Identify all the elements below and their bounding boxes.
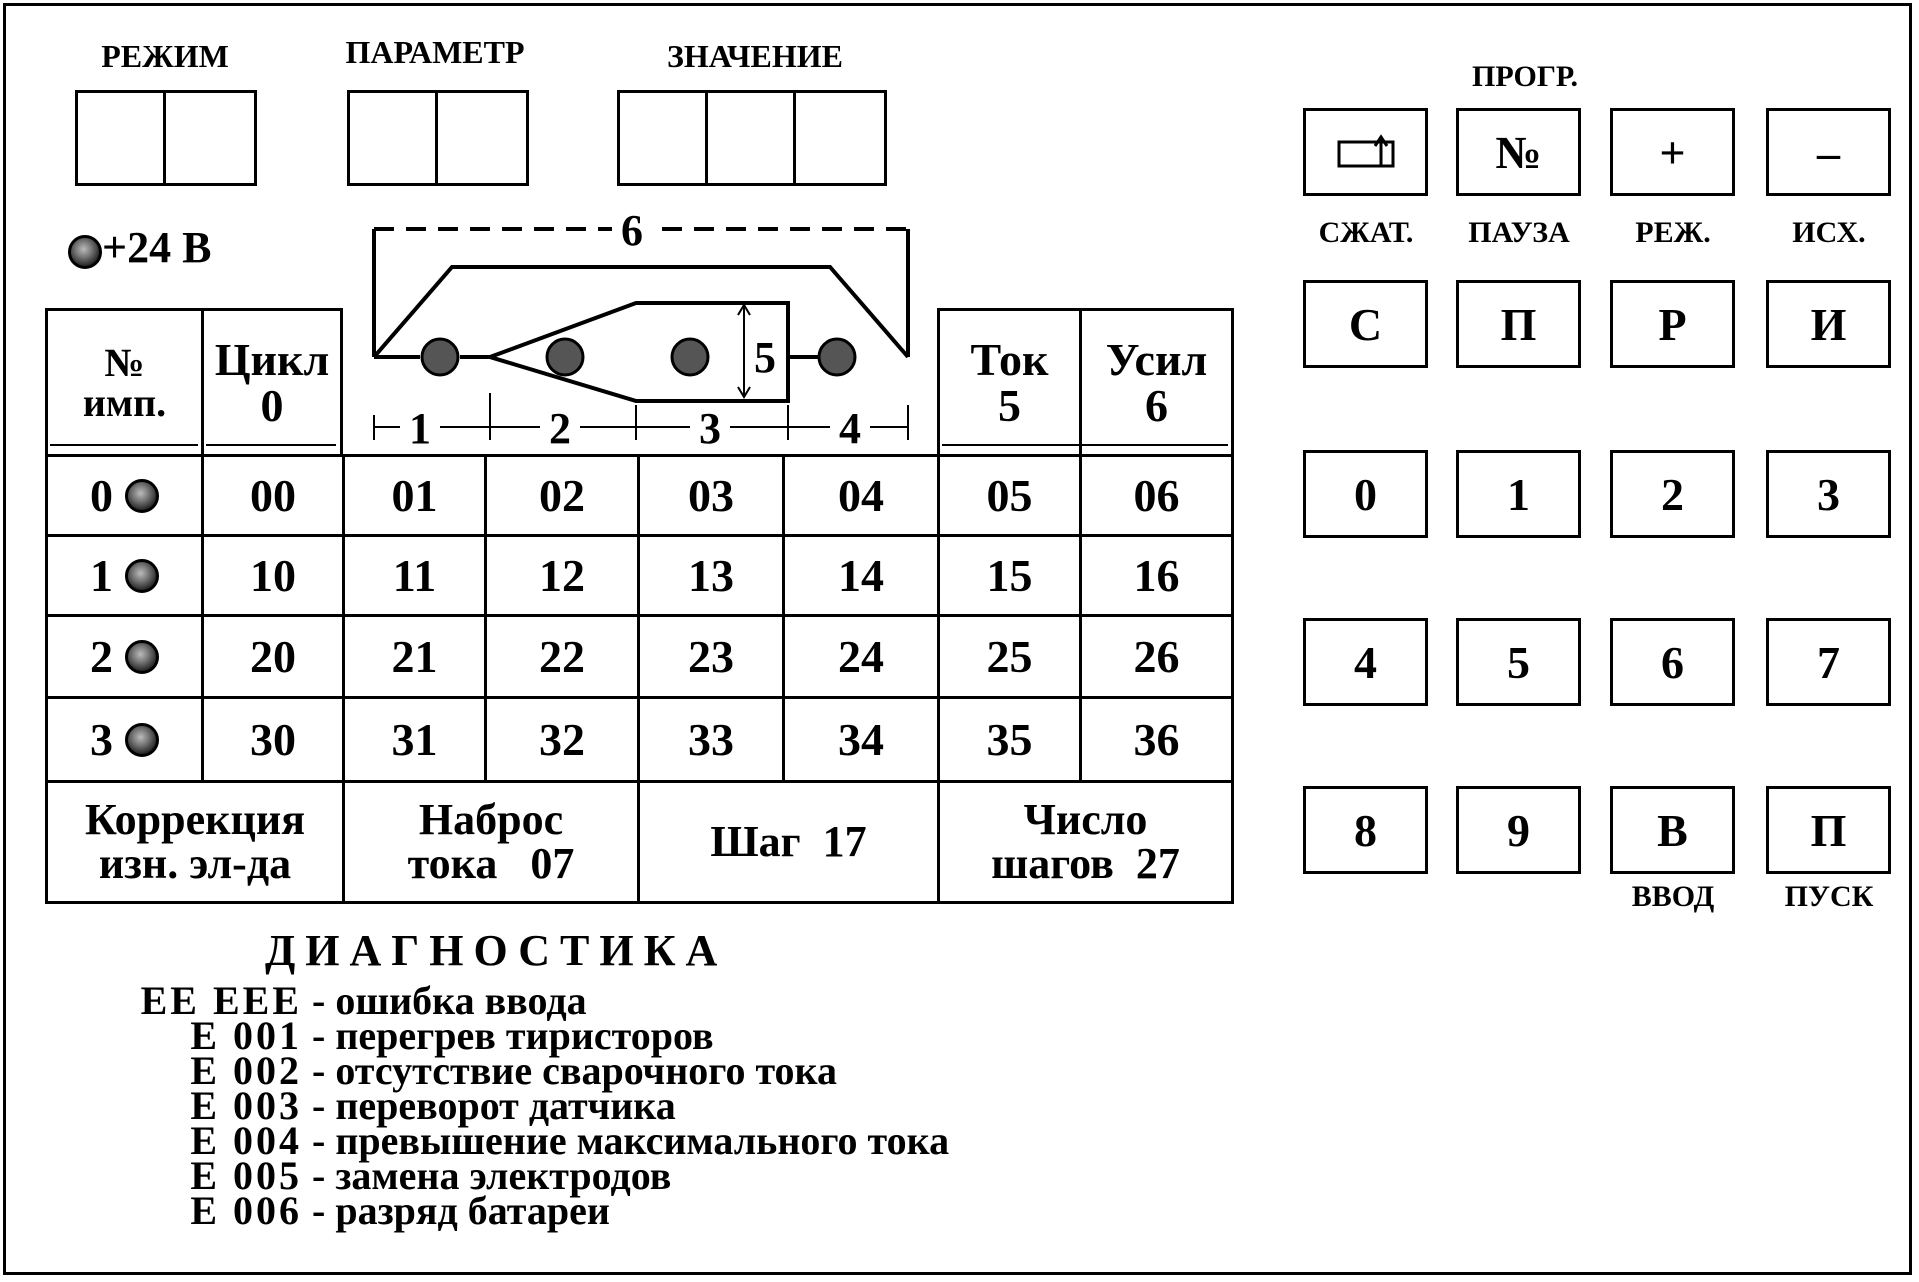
digit-8-button[interactable]: 8 bbox=[1303, 786, 1428, 874]
digit-9-button[interactable]: 9 bbox=[1456, 786, 1581, 874]
compress-button[interactable] bbox=[1303, 108, 1428, 196]
cycle-label: Цикл bbox=[214, 333, 330, 385]
current-label: Ток bbox=[970, 333, 1049, 385]
imp-led-icon bbox=[125, 723, 159, 757]
diagram-label-3: 3 bbox=[699, 404, 721, 453]
start-button[interactable]: П bbox=[1766, 786, 1891, 874]
imp-row-number: 3 bbox=[90, 713, 113, 765]
diagnostic-text: - замена электродов bbox=[302, 1153, 672, 1198]
diagram-label-1: 1 bbox=[409, 404, 431, 453]
diagnostics-list bbox=[82, 978, 950, 1233]
value-display bbox=[617, 90, 887, 186]
param-cell-25: 25 bbox=[937, 614, 1082, 699]
correction-label: Коррекция bbox=[84, 795, 306, 844]
key-r-button[interactable]: Р bbox=[1610, 280, 1735, 368]
digit-3-button[interactable]: 3 bbox=[1766, 450, 1891, 538]
steps-count-cell bbox=[937, 780, 1234, 904]
digit-4-button[interactable]: 4 bbox=[1303, 618, 1428, 706]
led-1-icon bbox=[422, 339, 458, 375]
imp-row-0-label bbox=[45, 454, 204, 537]
mode-display bbox=[75, 90, 257, 186]
imp-row-number: 2 bbox=[90, 630, 113, 682]
param-cell-22: 22 bbox=[484, 614, 640, 699]
param-cell-12: 12 bbox=[484, 534, 640, 617]
imp-row-number: 0 bbox=[90, 469, 113, 521]
param-cell-30: 30 bbox=[201, 696, 345, 783]
diagram-label-5: 5 bbox=[754, 333, 776, 382]
digit-7-button[interactable]: 7 bbox=[1766, 618, 1891, 706]
diagnostic-code: EE EEE bbox=[140, 978, 302, 1023]
home-button[interactable]: – bbox=[1766, 108, 1891, 196]
param-cell-23: 23 bbox=[637, 614, 785, 699]
box-arrow-icon bbox=[1336, 134, 1396, 170]
pause-label: ПАУЗА bbox=[1468, 216, 1570, 249]
pause-button[interactable]: № bbox=[1456, 108, 1581, 196]
mode-label: РЕЖ. bbox=[1635, 216, 1711, 249]
digit-5-button[interactable]: 5 bbox=[1456, 618, 1581, 706]
diagnostics-title: ДИАГНОСТИКА bbox=[265, 926, 728, 975]
led-2-icon bbox=[547, 339, 583, 375]
imp-row-3-label bbox=[45, 696, 204, 783]
param-cell-10: 10 bbox=[201, 534, 345, 617]
enter-label: ВВОД bbox=[1631, 880, 1715, 913]
param-cell-05: 05 bbox=[937, 454, 1082, 537]
mode-button[interactable]: + bbox=[1610, 108, 1735, 196]
start-label: ПУСК bbox=[1784, 880, 1874, 913]
key-i-button[interactable]: И bbox=[1766, 280, 1891, 368]
led-3-icon bbox=[672, 339, 708, 375]
surge-sublabel: тока 07 bbox=[407, 839, 575, 888]
home-label: ИСХ. bbox=[1792, 216, 1866, 249]
diagram-label-2: 2 bbox=[549, 404, 571, 453]
weld-cycle-diagram bbox=[360, 215, 920, 460]
diagram-label-4: 4 bbox=[839, 404, 861, 453]
key-p-button[interactable]: П bbox=[1456, 280, 1581, 368]
steps-count-sublabel: шагов 27 bbox=[991, 839, 1180, 888]
param-cell-32: 32 bbox=[484, 696, 640, 783]
param-cell-15: 15 bbox=[937, 534, 1082, 617]
compress-label: СЖАТ. bbox=[1318, 216, 1414, 249]
cycle-number: 0 bbox=[260, 379, 284, 431]
diagnostic-item bbox=[82, 1188, 949, 1233]
param-cell-16: 16 bbox=[1079, 534, 1234, 617]
param-cell-20: 20 bbox=[201, 614, 345, 699]
param-cell-34: 34 bbox=[782, 696, 940, 783]
param-cell-33: 33 bbox=[637, 696, 785, 783]
param-cell-04: 04 bbox=[782, 454, 940, 537]
param-cell-06: 06 bbox=[1079, 454, 1234, 537]
surge-label: Наброс bbox=[418, 795, 564, 844]
imp-number-label: № bbox=[104, 339, 145, 385]
step-label: Шаг 17 bbox=[710, 817, 867, 866]
diagnostic-text: - отсутствие сварочного тока bbox=[302, 1048, 837, 1093]
step-cell bbox=[637, 780, 940, 904]
mode-header: РЕЖИМ bbox=[101, 38, 229, 74]
cycle-header bbox=[201, 308, 343, 457]
param-cell-02: 02 bbox=[484, 454, 640, 537]
current-number: 5 bbox=[998, 379, 1021, 431]
param-cell-03: 03 bbox=[637, 454, 785, 537]
value-header: ЗНАЧЕНИЕ bbox=[667, 38, 843, 74]
force-header bbox=[1079, 308, 1234, 457]
diagnostic-code: E 001 bbox=[190, 1013, 302, 1058]
force-number: 6 bbox=[1145, 379, 1168, 431]
parameter-display bbox=[347, 90, 529, 186]
parameter-header: ПАРАМЕТР bbox=[345, 34, 525, 70]
diagnostic-code: E 004 bbox=[190, 1118, 302, 1163]
param-cell-26: 26 bbox=[1079, 614, 1234, 699]
enter-button[interactable]: В bbox=[1610, 786, 1735, 874]
param-cell-01: 01 bbox=[342, 454, 487, 537]
force-label: Усил bbox=[1105, 333, 1208, 385]
imp-led-icon bbox=[125, 479, 159, 513]
param-cell-14: 14 bbox=[782, 534, 940, 617]
imp-abbrev-label: имп. bbox=[82, 379, 167, 425]
param-cell-21: 21 bbox=[342, 614, 487, 699]
diagnostic-text: - превышение максимального тока bbox=[302, 1118, 950, 1163]
param-cell-11: 11 bbox=[342, 534, 487, 617]
param-cell-00: 00 bbox=[201, 454, 345, 537]
led-4-icon bbox=[819, 339, 855, 375]
key-c-button[interactable]: С bbox=[1303, 280, 1428, 368]
diagnostic-text: - перегрев тиристоров bbox=[302, 1013, 714, 1058]
param-cell-36: 36 bbox=[1079, 696, 1234, 783]
imp-row-2-label bbox=[45, 614, 204, 699]
param-cell-13: 13 bbox=[637, 534, 785, 617]
diagnostic-code: E 003 bbox=[190, 1083, 302, 1128]
correction-sublabel: изн. эл-да bbox=[98, 839, 292, 888]
imp-row-number: 1 bbox=[90, 549, 113, 601]
steps-count-label: Число bbox=[1023, 795, 1148, 844]
diagram-label-6: 6 bbox=[621, 215, 643, 255]
diagnostic-text: - ошибка ввода bbox=[302, 978, 587, 1023]
param-cell-31: 31 bbox=[342, 696, 487, 783]
diagnostic-code: E 006 bbox=[190, 1188, 302, 1233]
diagnostic-code: E 002 bbox=[190, 1048, 302, 1093]
imp-led-icon bbox=[125, 559, 159, 593]
imp-row-1-label bbox=[45, 534, 204, 617]
imp-number-header bbox=[45, 308, 204, 457]
digit-2-button[interactable]: 2 bbox=[1610, 450, 1735, 538]
param-cell-24: 24 bbox=[782, 614, 940, 699]
digit-1-button[interactable]: 1 bbox=[1456, 450, 1581, 538]
diagnostic-text: - переворот датчика bbox=[302, 1083, 676, 1128]
power-led-icon bbox=[68, 235, 102, 269]
electrode-correction-cell bbox=[45, 780, 345, 904]
diagnostic-code: E 005 bbox=[190, 1153, 302, 1198]
prog-label: ПРОГР. bbox=[1472, 60, 1578, 93]
power-indicator bbox=[68, 222, 211, 273]
digit-0-button[interactable]: 0 bbox=[1303, 450, 1428, 538]
current-surge-cell bbox=[342, 780, 640, 904]
param-cell-35: 35 bbox=[937, 696, 1082, 783]
imp-led-icon bbox=[125, 640, 159, 674]
power-label: +24 В bbox=[102, 223, 212, 272]
current-header bbox=[937, 308, 1082, 457]
digit-6-button[interactable]: 6 bbox=[1610, 618, 1735, 706]
diagnostic-text: - разряд батареи bbox=[302, 1188, 610, 1233]
